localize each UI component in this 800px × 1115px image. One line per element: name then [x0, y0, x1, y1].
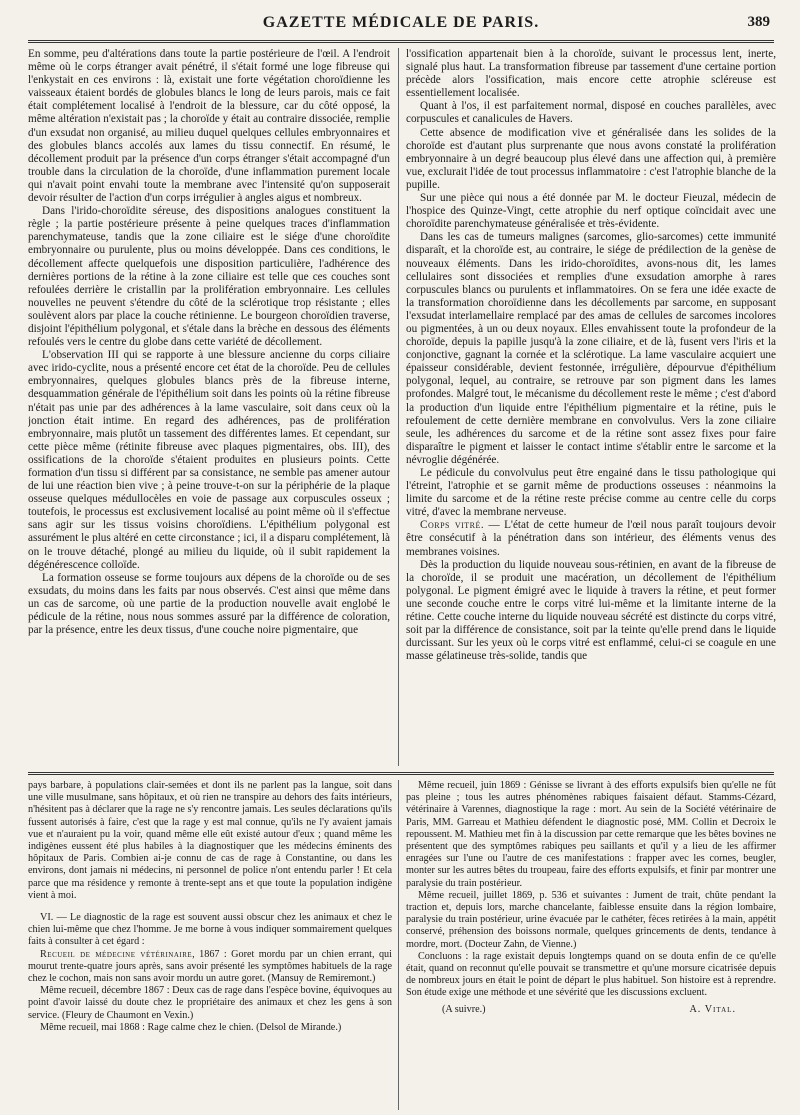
section-heading: Corps vitré. — [420, 519, 485, 532]
article-column-left — [28, 48, 390, 768]
paragraph: Dans l'irido-choroïdite séreuse, des dispositions analogues constituent la règle ; la partie postérieure présente à peine quelques traces d'inflammation parenchymateuse, tandis que la zone ciliaire est le siége d'une choroïdite embryonnaire ou purulente, plus ou moins développée. Dans ces conditions, le décollement affecte quelquefois une disposition particulière, l'adhérence des dernières portions de la rétine à la zone ciliaire est telle que ces couches sont refoulées derrière le cristallin par la prolifération embryonnaire. Les cellules nouvelles ne peuvent s'étendre du côté de la sclérotique trop résistante ; elles soulèvent alors par place la couche rétinienne. Le bourgeon choroïdien traverse, disjoint l'épithélium polygonal, et s'étale dans la brèche en dessous des éléments refoulés vers le centre du globe dans cette variété de décollement. — [28, 205, 390, 349]
paragraph: Cette absence de modification vive et généralisée dans les solides de la choroïde est d'autant plus surprenante que nous avons constaté la prolifération embryonnaire à un degré beaucoup plus élevé dans une affection qui, à première vue, exclurait l'idée de tout processus inflammatoire : c'est l'atrophie blanche de la pupille. — [406, 126, 776, 191]
footnote-paragraph: Concluons : la rage existait depuis longtemps quand on se douta enfin de ce qu'elle était, quand on reconnut qu'elle pouvait se transmettre et qu'une morsure cicatrisée depuis de nombreux jours en était le point de départ le plus habituel. Son histoire est à reprendre. Son étude exige une méthode et une sévérité que les discussions excluent. — [406, 950, 776, 999]
paragraph: Dès la production du liquide nouveau sous-rétinien, en avant de la fibreuse de la choroïde, il se produit une macération, un décollement de l'épithélium polygonal. Le pigment émigré avec le liquide à travers la rétine, et peut former une seconde couche entre le corps vitré lui-même et la limitante interne de la rétine. Cette couche interne du liquide nouveau sécrété est distincte du corps vitré, soit par la différence de consistance, soit par la teinte qu'elle prend dans le liquide durcissant. Sur les yeux où le corps vitré est enflammé, celui-ci se coagule en une masse gélatineuse très-solide, tandis que — [406, 558, 776, 663]
footnote-paragraph — [28, 949, 392, 986]
footnote-column-right — [406, 780, 776, 1110]
paragraph-text: — L'état de cette humeur de l'œil nous paraît toujours devoir être consécutif à la pénétration dans son intérieur, des éléments venus des membranes voisines. — [406, 519, 776, 558]
column-divider — [398, 48, 399, 766]
footnote-paragraph: pays barbare, à populations clair-semées et dont ils ne parlent pas la langue, soit dans une ville musulmane, sans hôpitaux, et où rien ne transpire au dehors des faits intérieurs, n'hésitent pas à déclarer que la rage ne s'y rencontre jamais. Les seules déclarations qu'ils fussent autorisés à faire, c'est que la rage y est mal connue, qu'ils ne l'y avaient jamais vue et n'auraient pu la voir, quand même elle eût existé autour d'eux ; quand même les indigènes eussent été plus habiles à la diagnostiquer que les médecins éminents des hôpitaux de Paris. Combien ai-je connu de cas de rage à Constantine, ou dans les environs, dont jamais ni médecins, ni personnel de police n'ont entendu parler ! Et cela parce que ma résidence y remonte à trente-sept ans et que toute la population indigène vient à moi. — [28, 780, 392, 901]
article-column-right — [406, 48, 776, 768]
footnote-paragraph: VI. — Le diagnostic de la rage est souvent aussi obscur chez les animaux et chez le chien lui-même que chez l'homme. Je me borne à vous indiquer sommairement quelques faits à consulter à cet égard : — [28, 912, 392, 948]
footnote-paragraph: Même recueil, juin 1869 : Génisse se livrant à des efforts expulsifs bien qu'elle ne fût pas pleine ; tous les autres phénomènes rabiques faisaient défaut. Stamms-Cézard, vétérinaire à Varennes, diagnostique la rage : mort. Au sein de la Société vétérinaire de Paris, MM. Garreau et Mathieu défendent le diagnostic posé, MM. Collin et Decroix le repoussent. M. Mathieu met fin à la discussion par cette remarque que les bêtes bovines ne présentent que des symptômes rabiques peu saillants et qu'il y a lieu de les affirmer enragées sur l'une ou l'autre de ces manifestations : frapper avec les cornes, beugler, monter sur les autres bêtes du troupeau, faire des efforts expulsifs, et finir par montrer une paralysie du train postérieur. — [406, 780, 776, 889]
footnote-paragraph: Même recueil, mai 1868 : Rage calme chez le chien. (Delsol de Mirande.) — [40, 1021, 342, 1033]
footnote-paragraph: Même recueil, décembre 1867 : Deux cas de rage dans l'espèce bovine, équivoques au point d'avoir laissé du doute chez le propriétaire des animaux et chez les gens à son service. (Fleury de Chaumont en Vexin.) — [28, 985, 392, 1021]
footnote-rule — [28, 772, 774, 775]
paragraph: Dans les cas de tumeurs malignes (sarcomes, glio-sarcomes) cette immunité disparaît, et la choroïde est, au contraire, le siége de prédilection de la genèse de nouveaux éléments. Dans les irido-choroïdites, avons-nous dit, les lames cellulaires sont dissociées et remplies d'une exsudation amorphe à rares corpuscules blancs ou purulents et inflammatoires. On se fera une idée exacte de la transformation choroïdienne dans les décollements par sarcome, en supposant l'exsudat interlamellaire remplacé par des amas de cellules de sarcomes incolores ou pigmentées, à un ou deux noyaux. Elles envahissent toute la profondeur de la choroïde, depuis la papille jusqu'à la zone ciliaire, et de là, fusent vers l'iris et la conjonctive, gagnant la cornée et la sclérotique. La lame vasculaire acquiert une épaisseur considérable, devient festonnée, irrégulière, dépourvue d'épithélium polygonal, lequel, au contraire, se retrouve par son pigment dans les lames profondes. Malgré tout, le mécanisme du décollement reste le même ; c'est d'abord la production d'un liquide entre l'épithélium pigmentaire et la rétine, puis le refoulement de cette dernière membrane en convolvulus. Vers la zone ciliaire seule, les adhérences du sarcome et de la rétine sont assez fixes pour faire disparaître le pigment et laisser le contact intime s'établir entre le sarcome et la névroglie dégénérée. — [406, 231, 776, 466]
page-number: 389 — [747, 14, 770, 30]
footnote-column-left — [28, 780, 392, 1110]
footnote-paragraph: Même recueil, juillet 1869, p. 536 et suivantes : Jument de trait, chûte pendant la traction et, depuis lors, marche chancelante, faiblesse ensuite dans la région lombaire, paralysie du train postérieur, urine évacuée par le cathéter, fèces retirées à la main, appétit conservé, préhension des boissons normale, quelques grincements de dents, tendance à mordre, mort. (Docteur Zahn, de Vienne.) — [406, 889, 776, 950]
paragraph: Quant à l'os, il est parfaitement normal, disposé en couches parallèles, avec corpuscules et canalicules de Havers. — [406, 100, 776, 126]
paragraph: Sur une pièce qui nous a été donnée par M. le docteur Fieuzal, médecin de l'hospice des Quinze-Vingt, cette atrophie du nerf optique coïncidait avec une choroïdite parenchymateuse généralisée et très-évidente. — [406, 192, 776, 231]
author-signature: A. Vital. — [689, 1003, 736, 1015]
paragraph-corps-vitre — [406, 519, 776, 558]
footnote-column-divider — [398, 780, 399, 1110]
paragraph: La formation osseuse se forme toujours aux dépens de la choroïde ou de ses exsudats, du moins dans les faits par nous observés. C'est ainsi que même dans un cas de sarcome, où une partie de la production nouvelle avait englobé le pédicule de la rétine, nous nous sommes assuré par la différence de coloration, par la présence, entre les deux tissus, d'une couche noire pigmentaire, que — [28, 571, 390, 637]
paragraph-text: , 1867 : Goret mordu par un chien errant, qui mourut trente-quatre jours après, sans avoir présenté les symptômes habituels de la rage chez le cochon, mais non sans avoir mordu un autre goret. (Mansuy de Remiremont.) — [28, 948, 392, 985]
page-header — [28, 10, 774, 38]
paragraph: l'ossification appartenait bien à la choroïde, suivant le processus lent, inerte, signalé plus haut. La transformation fibreuse par tassement d'une certaine portion précède alors l'ossification, mais encore cette atrophie scléreuse est essentiellement localisée. — [406, 48, 776, 100]
paragraph: Le pédicule du convolvulus peut être engainé dans le tissu pathologique qui l'étreint, l'atrophie et se garnit même de productions osseuses : néanmoins la limite du sarcome et de la rétine reste précise comme au centre celle du corps vitré, d'avec la membrane nerveuse. — [406, 467, 776, 519]
header-rule — [28, 40, 774, 43]
spacer — [28, 902, 392, 912]
journal-name: Recueil de médecine vétérinaire — [40, 948, 193, 960]
paragraph: En somme, peu d'altérations dans toute la partie postérieure de l'œil. A l'endroit même où le corps étranger avait pénétré, il s'était formé une loge fibreuse qui l'enkystait en ces environs : là, existait une forte végétation choroïdienne les vaisseaux étaient bordés de globules blancs le long de leurs parois, mais ce fait était complétement localisé à l'endroit de la blessure, car du côté opposé, la même altération n'existait pas ; la choroïde y était au contraire dissociée, remplie d'un exsudat non organisé, au milieu duquel quelques cellules embryonnaires et des globules blancs accolés aux lames du tissu connectif. En résumé, le décollement produit par la présence d'un corps étranger s'était accompagné d'un trouble dans la circulation de la choroïde, d'une inflammation purement locale qui n'avait point envahi toute la membrane avec l'intensité qu'on supposerait devoir résulter de l'action d'un corps irrégulier à angles aigus et nombreux. — [28, 48, 390, 205]
paragraph: L'observation III qui se rapporte à une blessure ancienne du corps ciliaire avec irido-cyclite, nous a présenté encore cet état de la choroïde. Peu de cellules embryonnaires, quelques globules blancs près de la fibreuse interne, desquammation générale de l'épithélium soit dans les points où la rétine fibreuse n'était pas unie par des adhérences à la lame vasculaire, soit dans ceux où la jonction était intime. En regard des adhérences, pas de prolifération embryonnaire, mais plutôt un tassement des différentes lames. Et cependant, sur cette pièce même (rétinite fibreuse avec plaques pigmentaires, obs. III), des ossifications de la choroïde s'étaient produites en plusieurs points. Cette formation d'un tissu si différent par sa consistance, ne semble pas amener autour de lui une réaction bien vive ; à peine trouve-t-on sur la périphérie de la plaque osseuse quelques médullocèles en voie de passage aux corpuscules osseux ; toutefois, le processus est exclusivement localisé au point même où il s'effectue sans agir sur les tissus voisins choroïdiens. L'épithélium polygonal est assurément le plus altéré en cette circonstance ; ici, il a disparu complétement, là on le trouve détaché, plongé au milieu du liquide, où il subit rapidement la dégénérescence colloïde. — [28, 349, 390, 571]
running-title: GAZETTE MÉDICALE DE PARIS. — [262, 14, 540, 31]
signoff — [406, 1002, 776, 1018]
to-be-continued: (A suivre.) — [442, 1003, 486, 1015]
